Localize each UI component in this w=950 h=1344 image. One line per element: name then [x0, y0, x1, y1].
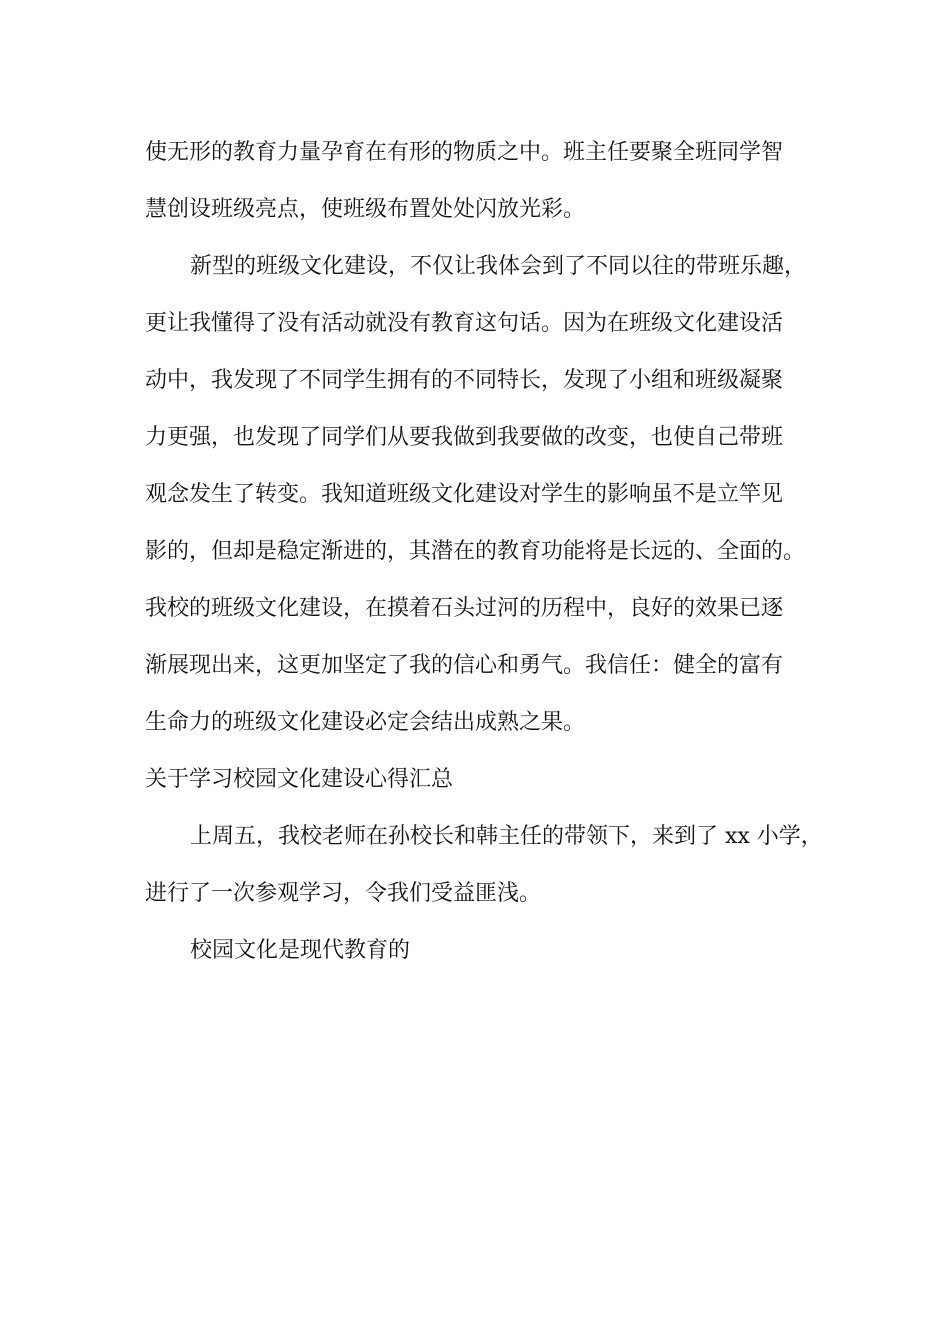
paragraph-line: 上周五，我校老师在孙校长和韩主任的带领下，来到了 xx 小学， — [190, 824, 823, 849]
paragraph-line: 新型的班级文化建设，不仅让我体会到了不同以往的带班乐趣， — [190, 254, 807, 279]
paragraph-line: 校园文化是现代教育的 — [190, 938, 411, 963]
paragraph-line: 生命力的班级文化建设必定会结出成熟之果。 — [145, 710, 586, 735]
paragraph-line: 动中，我发现了不同学生拥有的不同特长，发现了小组和班级凝聚 — [145, 368, 784, 393]
paragraph-line: 观念发生了转变。我知道班级文化建设对学生的影响虽不是立竿见 — [145, 482, 784, 507]
paragraph-line: 力更强，也发现了同学们从要我做到我要做的改变，也使自己带班 — [145, 425, 784, 450]
paragraph-line: 使无形的教育力量孕育在有形的物质之中。班主任要聚全班同学智 — [145, 140, 784, 165]
paragraph-line: 影的，但却是稳定渐进的，其潜在的教育功能将是长远的、全面的。 — [145, 539, 806, 564]
paragraph-line: 更让我懂得了没有活动就没有教育这句话。因为在班级文化建设活 — [145, 311, 784, 336]
paragraph-line: 进行了一次参观学习，令我们受益匪浅。 — [145, 881, 542, 906]
section-heading: 关于学习校园文化建设心得汇总 — [145, 767, 454, 792]
paragraph-line: 我校的班级文化建设，在摸着石头过河的历程中，良好的效果已逐 — [145, 596, 784, 621]
paragraph-line: 渐展现出来，这更加坚定了我的信心和勇气。我信任：健全的富有 — [145, 653, 784, 678]
paragraph-line: 慧创设班级亮点，使班级布置处处闪放光彩。 — [145, 197, 586, 222]
